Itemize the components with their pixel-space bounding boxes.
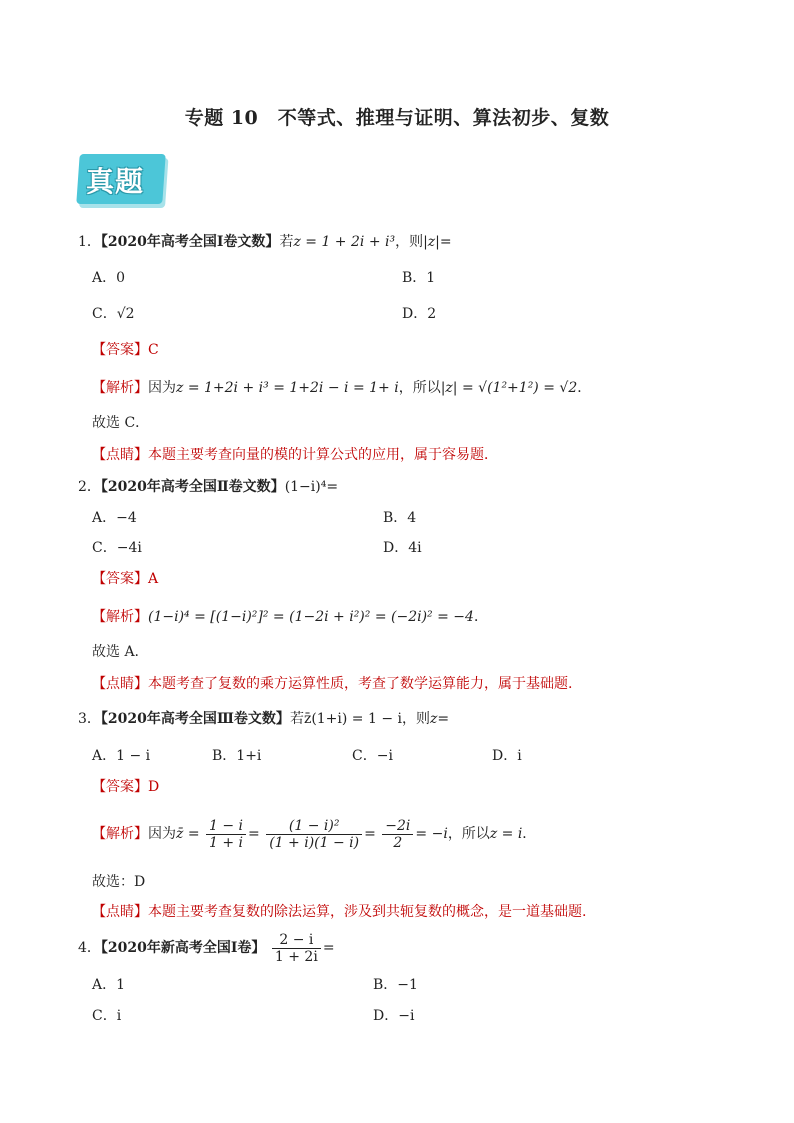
comment-text: 本题主要考查向量的模的计算公式的应用，属于容易题．: [148, 447, 498, 463]
q2-option-b: B．4: [383, 510, 417, 526]
q4-option-a: A．1: [92, 977, 126, 993]
fraction-1: [206, 818, 246, 851]
q1-option-d: D．2: [402, 306, 437, 322]
q1-comment: [92, 446, 498, 464]
q1-answer: [92, 341, 159, 359]
stem-text: 若: [289, 711, 304, 727]
question-number: 1．: [78, 234, 101, 250]
q1-option-b: B．1: [402, 270, 436, 286]
question-number: 2．: [78, 479, 101, 495]
q3-option-a: A．1 − i: [92, 748, 151, 764]
section-badge: [78, 150, 168, 208]
stem-text: ，则: [402, 711, 430, 727]
comment-text: 本题主要考查复数的除法运算，涉及到共轭复数的概念，是一道基础题.: [148, 904, 587, 920]
q2-comment: [92, 675, 572, 693]
fraction-numerator: (1 − i)²: [266, 818, 362, 835]
analysis-text: ．: [577, 380, 592, 396]
stem-math: z̄(1+i) = 1 − i: [303, 711, 402, 727]
answer-label: 【答案】: [92, 779, 148, 795]
analysis-label: 【解析】: [92, 380, 148, 396]
q3-option-b: B．1+i: [212, 748, 262, 764]
analysis-math: |z| = √(1²+1²) = √2: [440, 380, 578, 396]
analysis-text: ，所以: [447, 826, 490, 842]
q3-option-d: D．i: [492, 748, 522, 764]
stem-math: z = 1 + 2i + i³: [293, 234, 396, 250]
analysis-text: ．: [522, 826, 537, 842]
q3-conclusion: 故选：D: [92, 874, 146, 890]
analysis-text: ．: [473, 609, 488, 625]
fraction-denominator: 1 + 2i: [274, 948, 318, 965]
fraction-numerator: 2 − i: [272, 932, 321, 949]
stem-math: |z|=: [423, 234, 452, 250]
analysis-label: 【解析】: [92, 609, 148, 625]
question-number: 4．: [78, 940, 101, 956]
q3-option-c: C．−i: [352, 748, 393, 764]
q2-answer: [92, 570, 158, 588]
q1-option-c: C．√2: [92, 306, 135, 322]
analysis-math: (1−i)⁴ = [(1−i)²]² = (1−2i + i²)² = (−2i)² = −4: [148, 609, 474, 625]
question-number: 3．: [78, 711, 101, 727]
answer-value: A: [148, 571, 159, 587]
question-source: 【2020年高考全国Ⅰ卷文数】: [100, 234, 280, 250]
question-2-stem: [78, 478, 338, 496]
badge-label: 真题: [86, 165, 145, 198]
question-source: 【2020年高考全国Ⅱ卷文数】: [100, 479, 285, 495]
q4-option-b: B．−1: [373, 977, 418, 993]
stem-math: (1−i)⁴=: [284, 479, 339, 495]
q3-answer: [92, 778, 159, 796]
fraction-2: [266, 818, 362, 851]
q2-conclusion: 故选 A.: [92, 644, 140, 660]
answer-value: C: [148, 342, 159, 358]
q3-comment: [92, 903, 586, 921]
question-source: 【2020年高考全国Ⅲ卷文数】: [100, 711, 290, 727]
q3-analysis: 【解析】因为z̄ = $\frac{1 - i}{1 + i}$ = $\frac{\text{(1 − i)²}}{(1 + i)(1 - i)}$ = $\frac{-2i}{2}$ = −i，所以z = i．: [92, 817, 537, 851]
q1-option-a: A．0: [92, 270, 126, 286]
analysis-math: = −i: [415, 826, 448, 842]
analysis-math: z = i: [489, 826, 523, 842]
question-3-stem: [78, 710, 449, 728]
fraction-denominator: 1 + i: [209, 834, 244, 851]
comment-label: 【点睛】: [92, 676, 148, 692]
stem-math: z=: [430, 711, 450, 727]
comment-text: 本题考查了复数的乘方运算性质，考查了数学运算能力，属于基础题.: [148, 676, 573, 692]
answer-label: 【答案】: [92, 342, 148, 358]
page-title: 专题 10 不等式、推理与证明、算法初步、复数: [184, 107, 610, 129]
analysis-math: z = 1+2i + i³ = 1+2i − i = 1+ i: [176, 380, 399, 396]
answer-label: 【答案】: [92, 571, 148, 587]
stem-text: ，则: [395, 234, 424, 250]
analysis-math: z̄ =: [176, 826, 200, 842]
answer-value: D: [148, 779, 160, 795]
q4-fraction: [272, 932, 321, 965]
analysis-text: 因为: [148, 380, 176, 396]
stem-text: =: [322, 940, 335, 956]
fraction-3: [382, 818, 413, 851]
q2-option-a: A．−4: [92, 510, 137, 526]
q2-option-d: D．4i: [383, 540, 422, 556]
q4-option-c: C．i: [92, 1008, 122, 1024]
fraction-numerator: −2i: [382, 818, 413, 835]
q4-option-d: D．−i: [373, 1008, 415, 1024]
question-1-stem: [78, 233, 452, 251]
q1-conclusion: 故选 C．: [92, 415, 150, 431]
analysis-label: 【解析】: [92, 826, 148, 842]
q2-analysis: [92, 608, 488, 626]
analysis-text: 因为: [148, 826, 176, 842]
fraction-denominator: 2: [393, 834, 403, 851]
comment-label: 【点睛】: [92, 447, 148, 463]
question-4-stem: [78, 928, 335, 968]
analysis-text: ，所以: [398, 380, 441, 396]
fraction-numerator: 1 − i: [206, 818, 246, 835]
q1-analysis: [92, 379, 591, 397]
question-source: 【2020年新高考全国Ⅰ卷】: [100, 940, 266, 956]
q2-option-c: C．−4i: [92, 540, 142, 556]
fraction-denominator: (1 + i)(1 − i): [269, 834, 360, 851]
stem-text: 若: [279, 234, 294, 250]
comment-label: 【点睛】: [92, 904, 148, 920]
